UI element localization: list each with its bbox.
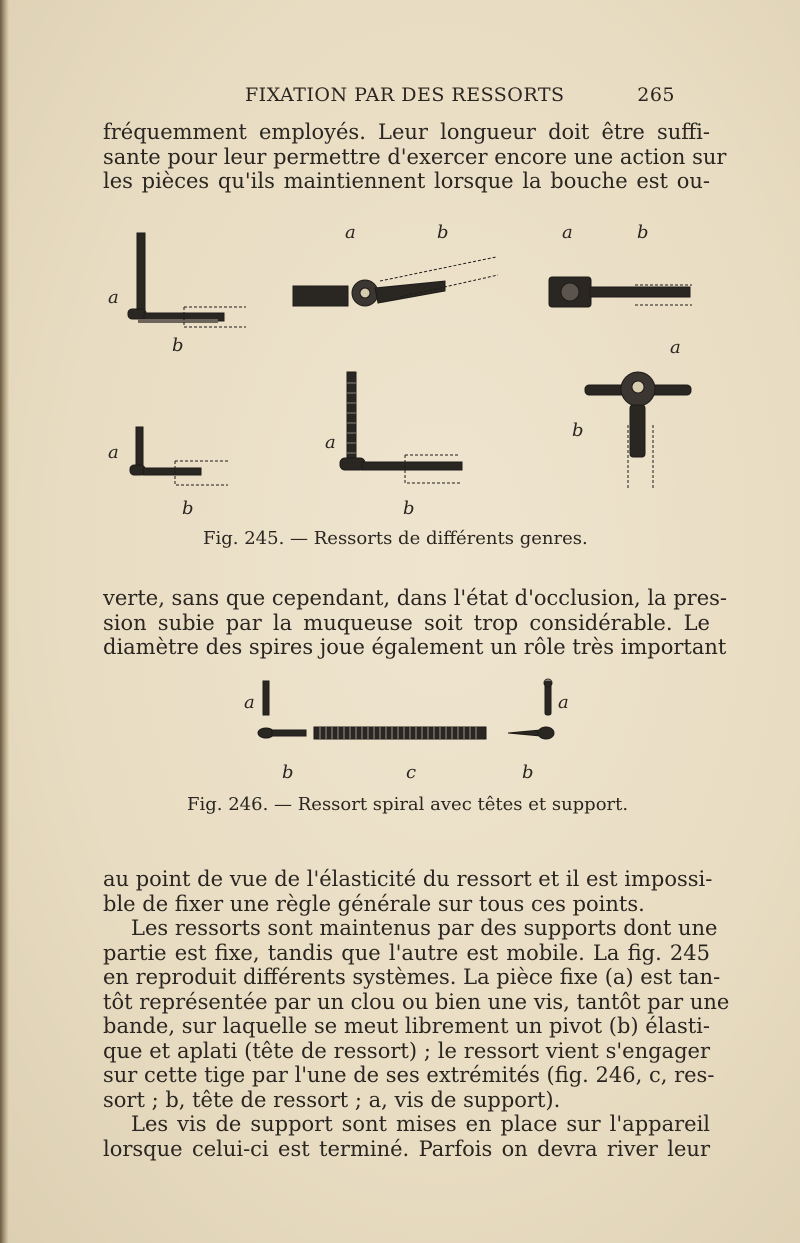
figure-label-a: a [558, 692, 569, 713]
figure-label-a: a [325, 432, 336, 453]
running-header [245, 84, 675, 110]
paragraph-2 [103, 586, 728, 660]
text-line: Les ressorts sont maintenus par des supports dont une [131, 916, 718, 940]
figure-246-caption: Fig. 246. — Ressort spiral avec têtes et support. [187, 794, 629, 815]
figure-label-b: b [437, 222, 449, 243]
figure-label-b: b [572, 420, 584, 441]
figure-label-a: a [562, 222, 573, 243]
text-line: lorsque celui-ci est terminé. Parfois on devra river leur [103, 1136, 710, 1161]
figure-label-b: b [403, 498, 415, 519]
figure-label-a: a [108, 442, 119, 463]
figure-label-c: c [406, 762, 417, 783]
figure-label-b: b [522, 762, 534, 783]
figure-245-caption: Fig. 245. — Ressorts de différents genres. [203, 528, 588, 549]
running-title: FIXATION PAR DES RESSORTS [245, 84, 565, 106]
text-line: sion subie par la muqueuse soit trop considérable. Le [103, 610, 710, 635]
text-line: sante pour leur permettre d'exercer encore une action sur [103, 144, 727, 169]
figure-label-b: b [172, 335, 184, 356]
text-line: verte, sans que cependant, dans l'état d'occlusion, la pres- [103, 586, 728, 610]
text-line: bande, sur laquelle se meut librement un pivot (b) élasti- [103, 1014, 710, 1038]
text-line: que et aplati (tête de ressort) ; le ressort vient s'engager [103, 1038, 710, 1063]
page-number: 265 [637, 84, 675, 106]
figure-label-a: a [670, 337, 681, 358]
text-line: au point de vue de l'élasticité du ressort et il est impossi- [103, 867, 713, 891]
figure-246-spiral-spring [240, 675, 570, 755]
figure-label-a: a [244, 692, 255, 713]
figure-label-b: b [282, 762, 294, 783]
text-line: fréquemment employés. Leur longueur doit être suffi- [103, 120, 710, 144]
text-line: tôt représentée par un clou ou bien une vis, tantôt par une [103, 989, 730, 1014]
text-line: sur cette tige par l'une de ses extrémités (fig. 246, c, res- [103, 1063, 715, 1087]
figure-label-b: b [182, 498, 194, 519]
text-line: partie est fixe, tandis que l'autre est mobile. La fig. 245 [103, 940, 710, 965]
paragraph-3 [103, 867, 730, 1161]
figure-label-a: a [108, 287, 119, 308]
text-line: diamètre des spires joue également un rôle très important [103, 635, 727, 659]
text-line: ble de fixer une règle générale sur tous ces points. [103, 891, 645, 916]
text-line: Les vis de support sont mises en place sur l'appareil [131, 1112, 710, 1136]
figure-label-b: b [637, 222, 649, 243]
page-spine-shadow [0, 0, 9, 1243]
text-line: les pièces qu'ils maintiennent lorsque la bouche est ou- [103, 169, 710, 193]
paragraph-1 [103, 120, 727, 194]
text-line: en reproduit différents systèmes. La pièce fixe (a) est tan- [103, 965, 721, 989]
text-line: sort ; b, tête de ressort ; a, vis de support). [103, 1087, 561, 1112]
figure-label-a: a [345, 222, 356, 243]
figure-245-springs [100, 215, 710, 515]
